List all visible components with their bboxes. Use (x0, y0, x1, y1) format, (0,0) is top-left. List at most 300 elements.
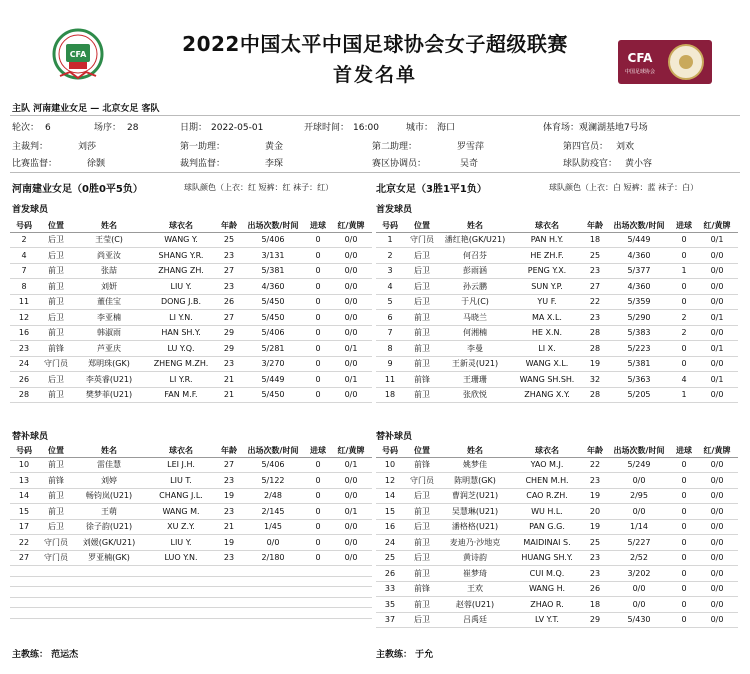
shirt-name: WANG X.L. (510, 356, 584, 372)
shirt-name: WANG M. (144, 504, 218, 520)
age: 19 (584, 488, 606, 504)
city-field: 城市： 海口 (406, 123, 456, 133)
age: 28 (584, 387, 606, 403)
shirt-name: SUN Y.P. (510, 279, 584, 295)
shirt-number: 8 (376, 341, 404, 357)
position: 前锋 (404, 372, 440, 388)
player-name: 姚梦佳 (440, 457, 510, 473)
appearances: 2/145 (240, 504, 306, 520)
appearances: 5/205 (606, 387, 672, 403)
shirt-number: 14 (376, 488, 404, 504)
age: 23 (218, 504, 240, 520)
player-name: 张欣悦 (440, 387, 510, 403)
shirt-number: 33 (376, 581, 404, 597)
away-starters-table (376, 220, 738, 403)
player-name: 李曼 (440, 341, 510, 357)
appearances: 5/381 (240, 263, 306, 279)
home-head-coach: 主教练： 范运杰 (12, 650, 79, 660)
cards: 0/0 (330, 310, 372, 326)
position: 守门员 (38, 550, 74, 566)
age: 19 (584, 356, 606, 372)
cards: 0/0 (696, 488, 738, 504)
table-row (376, 325, 738, 341)
match-line: 主队 河南建业女足 — 北京女足 客队 (12, 104, 160, 114)
table-row (10, 504, 372, 520)
empty-row (10, 587, 372, 598)
appearances: 5/223 (606, 341, 672, 357)
column-header-cards: 红/黄牌 (337, 446, 365, 456)
goals: 1 (672, 387, 696, 403)
cards: 0/0 (330, 294, 372, 310)
table-row (10, 550, 372, 566)
position: 后卫 (404, 248, 440, 264)
position: 前卫 (404, 325, 440, 341)
age: 23 (218, 550, 240, 566)
appearances: 5/249 (606, 457, 672, 473)
goals: 0 (306, 263, 330, 279)
player-name: 刘妍 (74, 279, 144, 295)
table-row (376, 263, 738, 279)
cfa-badge-text: CFA (627, 51, 653, 65)
player-name: 陈明慧(GK) (440, 473, 510, 489)
position: 守门员 (404, 473, 440, 489)
goals: 2 (672, 310, 696, 326)
shirt-name: ZHENG M.ZH. (144, 356, 218, 372)
shirt-name: HAN SH.Y. (144, 325, 218, 341)
shirt-number: 28 (10, 387, 38, 403)
appearances: 3/131 (240, 248, 306, 264)
age: 18 (584, 597, 606, 613)
cards: 0/0 (696, 473, 738, 489)
shirt-number: 12 (10, 310, 38, 326)
player-name: 王萌 (74, 504, 144, 520)
shirt-number: 26 (10, 372, 38, 388)
table-row (376, 535, 738, 551)
position: 前卫 (38, 279, 74, 295)
table-row (376, 232, 738, 248)
player-name: 尚亚汝 (74, 248, 144, 264)
appearances: 5/430 (606, 612, 672, 628)
position: 后卫 (38, 519, 74, 535)
player-name: 李亚楠 (74, 310, 144, 326)
appearances: 0/0 (606, 504, 672, 520)
shirt-name: LIU T. (144, 473, 218, 489)
table-row (10, 263, 372, 279)
goals: 0 (672, 612, 696, 628)
table-row (376, 387, 738, 403)
shirt-number: 1 (376, 232, 404, 248)
shirt-number: 12 (376, 473, 404, 489)
cards: 0/0 (696, 356, 738, 372)
position: 前卫 (404, 310, 440, 326)
column-header-player-name: 姓名 (101, 221, 117, 231)
table-row (10, 356, 372, 372)
goals: 0 (306, 550, 330, 566)
position: 前卫 (404, 504, 440, 520)
position: 守门员 (404, 232, 440, 248)
home-team-name: 河南建业女足（0胜0平5负） (12, 184, 143, 195)
player-name: 刘媛(GK/U21) (74, 535, 144, 551)
column-header-shirt-number: 号码 (382, 446, 398, 456)
appearances: 5/406 (240, 325, 306, 341)
shirt-number: 13 (10, 473, 38, 489)
player-name: 吕禹廷 (440, 612, 510, 628)
page-title: 2022中国太平中国足球协会女子超级联赛 (182, 32, 568, 56)
shirt-name: WANG H. (510, 581, 584, 597)
appearances: 0/0 (606, 597, 672, 613)
away-team-name: 北京女足（3胜1平1负） (376, 184, 487, 195)
shirt-name: MAIDINAI S. (510, 535, 584, 551)
appearances: 1/14 (606, 519, 672, 535)
column-header-age: 年龄 (221, 221, 237, 231)
header (0, 0, 750, 96)
shirt-number: 11 (10, 294, 38, 310)
appearances: 2/95 (606, 488, 672, 504)
column-header-goals: 进球 (676, 446, 692, 456)
shirt-number: 17 (10, 519, 38, 535)
column-header-goals: 进球 (676, 221, 692, 231)
goals: 0 (672, 473, 696, 489)
player-name: 孙云鹏 (440, 279, 510, 295)
position: 后卫 (38, 372, 74, 388)
cards: 0/0 (696, 263, 738, 279)
age: 25 (218, 232, 240, 248)
table-row (10, 232, 372, 248)
home-starters-table (10, 220, 372, 403)
position: 前卫 (38, 488, 74, 504)
player-name: 张喆 (74, 263, 144, 279)
shirt-name: XU Z.Y. (144, 519, 218, 535)
appearances: 4/360 (240, 279, 306, 295)
shirt-name: LI X. (510, 341, 584, 357)
goals: 0 (306, 248, 330, 264)
age: 23 (584, 310, 606, 326)
shirt-name: CHANG J.L. (144, 488, 218, 504)
age: 18 (584, 232, 606, 248)
shirt-name: LIU Y. (144, 279, 218, 295)
appearances: 5/406 (240, 457, 306, 473)
position: 后卫 (404, 550, 440, 566)
cards: 0/0 (330, 232, 372, 248)
goals: 0 (672, 248, 696, 264)
empty-row (10, 576, 372, 587)
cards: 0/0 (696, 597, 738, 613)
cards: 0/0 (330, 535, 372, 551)
goals: 0 (672, 597, 696, 613)
goals: 0 (306, 232, 330, 248)
player-name: 王珊珊 (440, 372, 510, 388)
age: 23 (584, 566, 606, 582)
shirt-number: 25 (376, 550, 404, 566)
cards: 0/1 (696, 372, 738, 388)
player-name: 何召芬 (440, 248, 510, 264)
table-row (10, 473, 372, 489)
referee-supervisor-field: 裁判监督： 李琛 (180, 159, 284, 169)
table-row (10, 535, 372, 551)
column-header-cards: 红/黄牌 (703, 221, 731, 231)
away-head-coach: 主教练： 于允 (376, 650, 434, 660)
position: 后卫 (404, 519, 440, 535)
goals: 0 (306, 294, 330, 310)
age: 26 (218, 294, 240, 310)
column-header-position: 位置 (414, 221, 430, 231)
table-row (10, 341, 372, 357)
position: 前卫 (404, 566, 440, 582)
age: 28 (584, 341, 606, 357)
column-header-position: 位置 (48, 446, 64, 456)
age: 25 (584, 248, 606, 264)
empty-row (10, 608, 372, 619)
table-row (376, 612, 738, 628)
shirt-name: LI Y.N. (144, 310, 218, 326)
away-subs-title: 替补球员 (376, 432, 413, 442)
shirt-number: 7 (376, 325, 404, 341)
ar1-field: 第一助理： 黄金 (180, 142, 284, 152)
position: 后卫 (404, 612, 440, 628)
age: 27 (218, 457, 240, 473)
cards: 0/0 (696, 294, 738, 310)
position: 后卫 (38, 248, 74, 264)
column-header-cards: 红/黄牌 (337, 221, 365, 231)
goals: 0 (306, 387, 330, 403)
age: 23 (584, 473, 606, 489)
shirt-number: 24 (376, 535, 404, 551)
cards: 0/0 (696, 566, 738, 582)
cfa-badge-icon (618, 40, 712, 84)
home-starters-title: 首发球员 (12, 205, 49, 215)
cards: 0/0 (696, 325, 738, 341)
goals: 0 (306, 356, 330, 372)
column-header-age: 年龄 (587, 221, 603, 231)
position: 后卫 (404, 279, 440, 295)
position: 后卫 (38, 232, 74, 248)
shirt-name: YAO M.J. (510, 457, 584, 473)
shirt-number: 14 (10, 488, 38, 504)
shirt-name: ZHANG ZH. (144, 263, 218, 279)
player-name: 雷佳慧 (74, 457, 144, 473)
date-field: 日期： 2022-05-01 (180, 123, 264, 133)
appearances: 5/363 (606, 372, 672, 388)
shirt-number: 4 (10, 248, 38, 264)
player-name: 赵蓉(U21) (440, 597, 510, 613)
goals: 2 (672, 325, 696, 341)
player-name: 刘婷 (74, 473, 144, 489)
goals: 0 (306, 341, 330, 357)
age: 21 (218, 372, 240, 388)
home-team-colors: 球队颜色（上衣：红 短裤：红 袜子：红） (184, 183, 334, 192)
player-name: 马晓兰 (440, 310, 510, 326)
appearances: 2/52 (606, 550, 672, 566)
position: 守门员 (38, 535, 74, 551)
appearances: 0/0 (606, 473, 672, 489)
column-header-shirt-name: 球衣名 (169, 221, 193, 231)
shirt-name: WU H.L. (510, 504, 584, 520)
cards: 0/0 (696, 581, 738, 597)
column-header-shirt-number: 号码 (16, 446, 32, 456)
shirt-name: PAN G.G. (510, 519, 584, 535)
position: 前锋 (404, 457, 440, 473)
age: 23 (584, 550, 606, 566)
away-starters-title: 首发球员 (376, 205, 413, 215)
shirt-name: MA X.L. (510, 310, 584, 326)
divider (10, 115, 740, 116)
goals: 0 (306, 457, 330, 473)
column-header-age: 年龄 (221, 446, 237, 456)
cards: 0/1 (330, 457, 372, 473)
player-name: 何湘楠 (440, 325, 510, 341)
player-name: 崔梦琦 (440, 566, 510, 582)
shirt-name: DONG J.B. (144, 294, 218, 310)
shirt-number: 10 (376, 457, 404, 473)
age: 21 (218, 387, 240, 403)
shirt-number: 23 (10, 341, 38, 357)
shirt-number: 8 (10, 279, 38, 295)
table-row (376, 473, 738, 489)
home-subs-title: 替补球员 (12, 432, 49, 442)
shirt-number: 16 (10, 325, 38, 341)
table-row (376, 566, 738, 582)
age: 26 (584, 581, 606, 597)
player-name: 吴慧琳(U21) (440, 504, 510, 520)
age: 19 (218, 535, 240, 551)
page-subtitle: 首发名单 (332, 64, 417, 86)
appearances: 0/0 (240, 535, 306, 551)
goals: 0 (306, 279, 330, 295)
shirt-name: PENG Y.X. (510, 263, 584, 279)
table-row (376, 550, 738, 566)
player-name: 黄诗韵 (440, 550, 510, 566)
shirt-name: HE ZH.F. (510, 248, 584, 264)
cards: 0/1 (696, 232, 738, 248)
appearances: 5/449 (606, 232, 672, 248)
appearances: 5/450 (240, 310, 306, 326)
goals: 0 (306, 535, 330, 551)
shirt-number: 35 (376, 597, 404, 613)
position: 前锋 (38, 341, 74, 357)
appearances: 5/359 (606, 294, 672, 310)
goals: 0 (672, 566, 696, 582)
shirt-number: 37 (376, 612, 404, 628)
column-header-shirt-name: 球衣名 (535, 221, 559, 231)
player-name: 曹润芝(U21) (440, 488, 510, 504)
appearances: 5/290 (606, 310, 672, 326)
shirt-name: CUI M.Q. (510, 566, 584, 582)
cards: 0/0 (330, 387, 372, 403)
table-row (10, 372, 372, 388)
goals: 0 (306, 473, 330, 489)
cards: 0/0 (696, 535, 738, 551)
player-name: 王欢 (440, 581, 510, 597)
goals: 0 (672, 535, 696, 551)
cards: 0/0 (696, 550, 738, 566)
age: 29 (584, 612, 606, 628)
appearances: 5/383 (606, 325, 672, 341)
cards: 0/0 (696, 248, 738, 264)
shirt-number: 10 (10, 457, 38, 473)
position: 前卫 (38, 263, 74, 279)
goals: 0 (672, 356, 696, 372)
appearances: 0/0 (606, 581, 672, 597)
shirt-number: 4 (376, 279, 404, 295)
goals: 0 (306, 325, 330, 341)
stadium-field: 体育场：观澜湖基地7号场 (543, 123, 648, 133)
empty-row (10, 566, 372, 577)
player-name: 徐子韵(U21) (74, 519, 144, 535)
cards: 0/0 (330, 325, 372, 341)
position: 前卫 (38, 504, 74, 520)
shirt-number: 9 (376, 356, 404, 372)
shirt-number: 5 (376, 294, 404, 310)
age: 23 (218, 473, 240, 489)
shirt-name: HUANG SH.Y. (510, 550, 584, 566)
appearances: 5/406 (240, 232, 306, 248)
player-name: 郑明珠(GK) (74, 356, 144, 372)
goals: 0 (672, 488, 696, 504)
goals: 0 (672, 504, 696, 520)
appearances: 4/360 (606, 279, 672, 295)
kickoff-field: 开球时间： 16:00 (304, 123, 379, 133)
column-header-player-name: 姓名 (467, 221, 483, 231)
player-name: 麦迪乃·沙地克 (440, 535, 510, 551)
appearances: 5/377 (606, 263, 672, 279)
age: 22 (584, 457, 606, 473)
ar2-field: 第二助理： 罗雪萍 (372, 142, 485, 152)
goals: 0 (672, 279, 696, 295)
shirt-number: 18 (376, 387, 404, 403)
table-row (10, 325, 372, 341)
shirt-name: LV Y.T. (510, 612, 584, 628)
appearances: 3/202 (606, 566, 672, 582)
shirt-number: 15 (10, 504, 38, 520)
appearances: 5/450 (240, 387, 306, 403)
shirt-name: SHANG Y.R. (144, 248, 218, 264)
position: 前卫 (404, 387, 440, 403)
position: 后卫 (404, 263, 440, 279)
position: 前卫 (38, 294, 74, 310)
player-name: 樊梦菲(U21) (74, 387, 144, 403)
cards: 0/0 (330, 279, 372, 295)
age: 19 (584, 519, 606, 535)
goals: 0 (672, 550, 696, 566)
table-row (376, 457, 738, 473)
goals: 0 (306, 372, 330, 388)
table-row (376, 597, 738, 613)
shirt-name: LU Y.Q. (144, 341, 218, 357)
table-row (376, 248, 738, 264)
column-header-shirt-number: 号码 (382, 221, 398, 231)
appearances: 5/381 (606, 356, 672, 372)
column-header-player-name: 姓名 (467, 446, 483, 456)
column-header-appearances: 出场次数/时间 (247, 446, 299, 456)
shirt-name: PAN H.Y. (510, 232, 584, 248)
table-row (376, 294, 738, 310)
away-subs-table (376, 445, 738, 628)
cards: 0/0 (696, 612, 738, 628)
table-row (376, 279, 738, 295)
cards: 0/0 (696, 387, 738, 403)
position: 前卫 (38, 387, 74, 403)
match-supervisor-field: 比赛监督： 徐颢 (12, 159, 106, 169)
goals: 0 (672, 341, 696, 357)
player-name: 彭雨涵 (440, 263, 510, 279)
appearances: 4/360 (606, 248, 672, 264)
shirt-name: ZHANG X.Y. (510, 387, 584, 403)
shirt-name: LI Y.R. (144, 372, 218, 388)
age: 23 (584, 263, 606, 279)
player-name: 于凡(C) (440, 294, 510, 310)
age: 29 (218, 341, 240, 357)
column-header-cards: 红/黄牌 (703, 446, 731, 456)
